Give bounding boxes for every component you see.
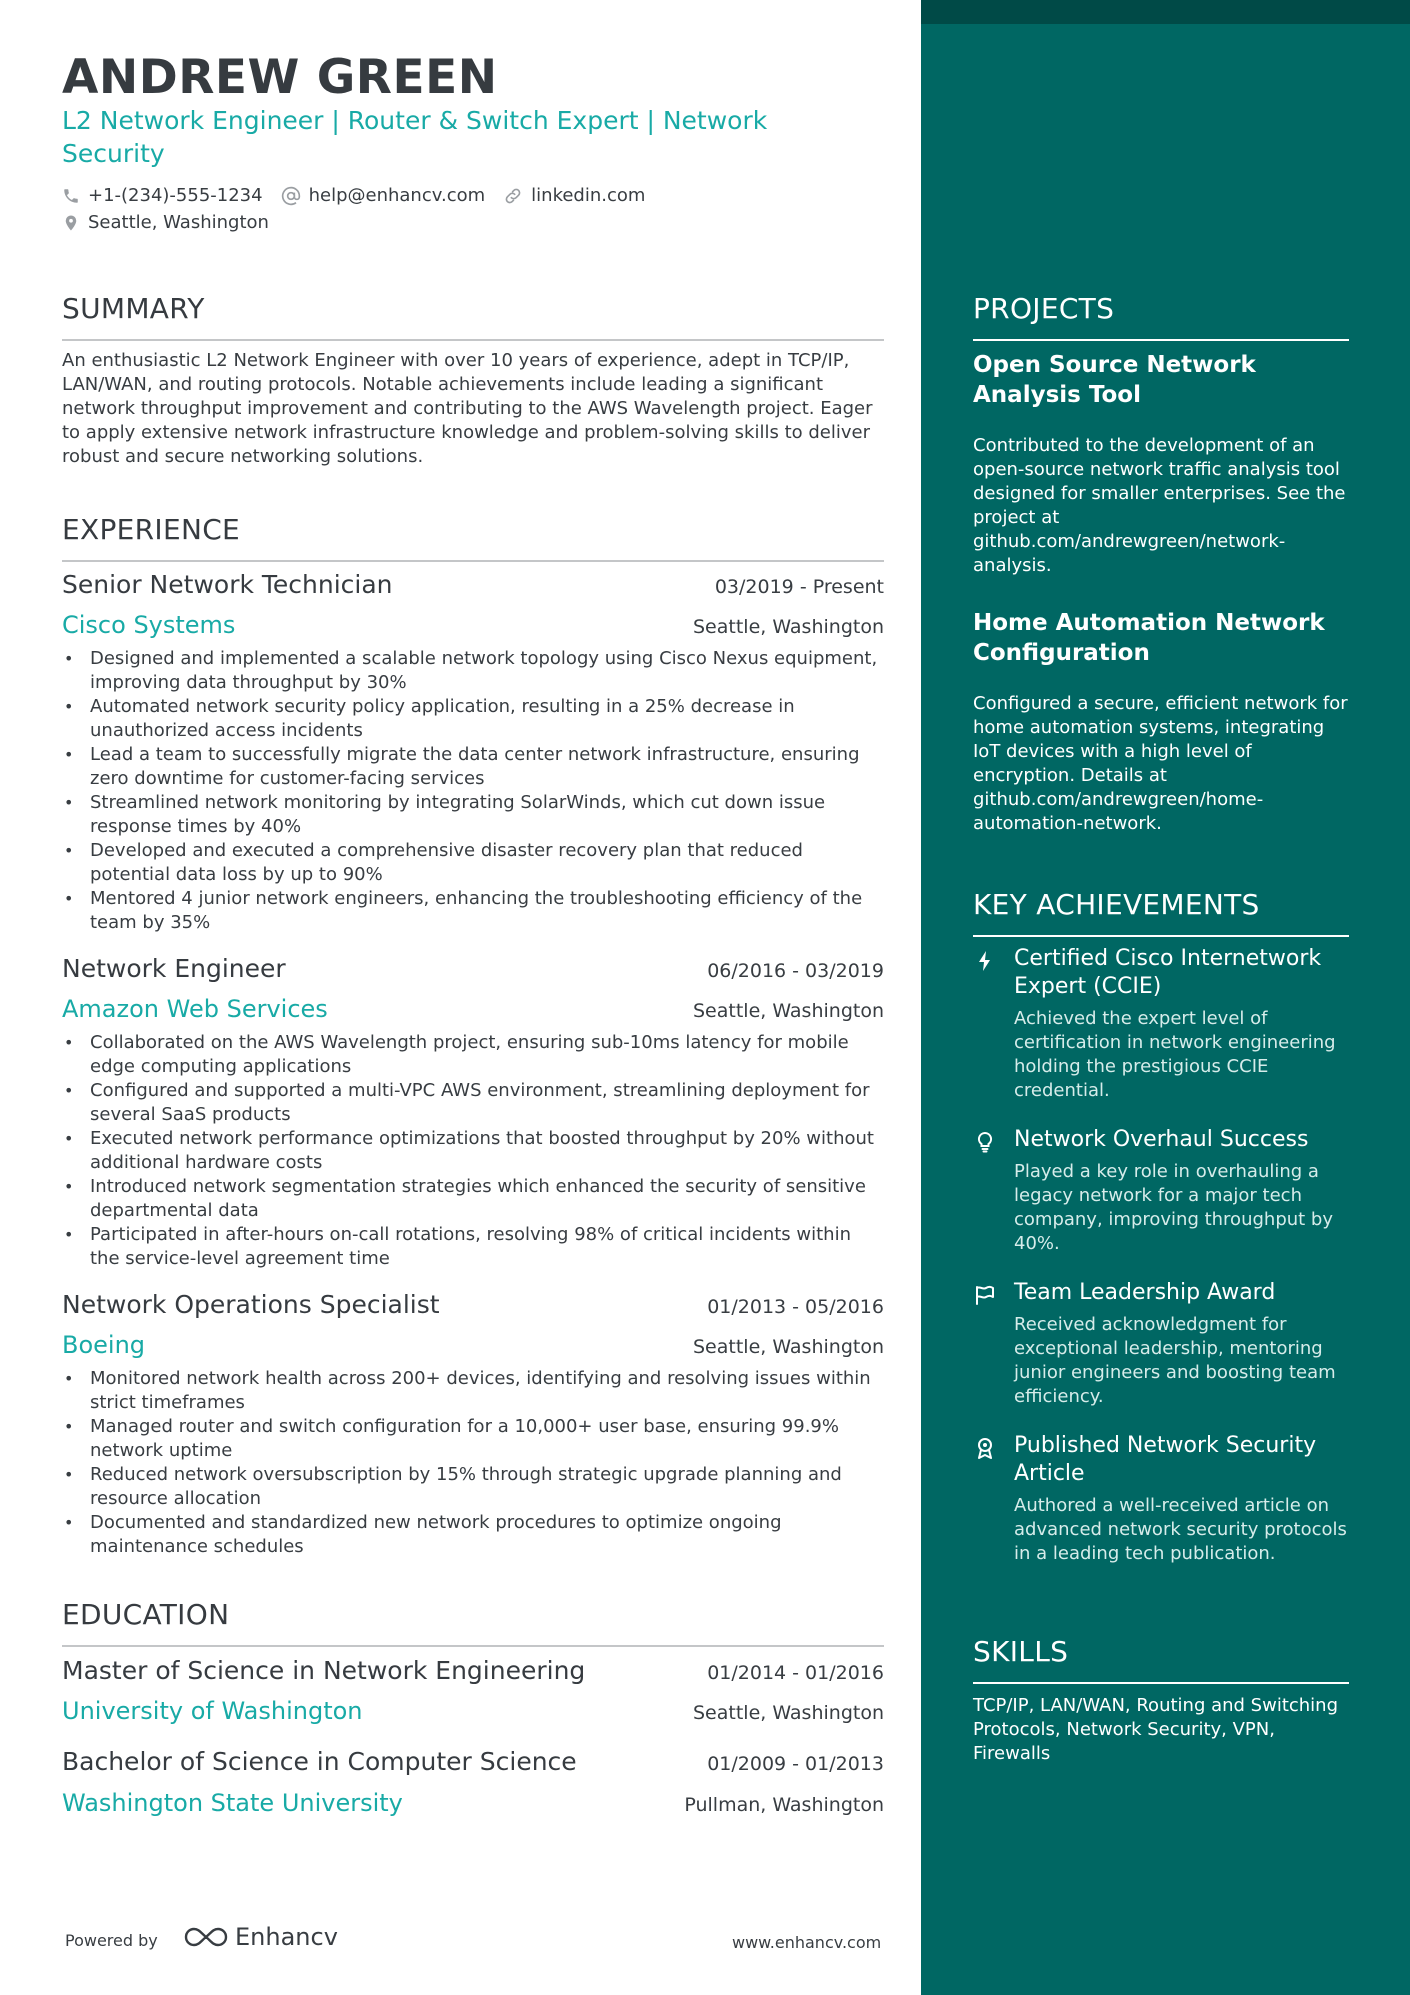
- phone-icon: [62, 187, 80, 205]
- summary-heading: SUMMARY: [62, 292, 884, 341]
- job-2-header: [62, 954, 884, 983]
- job-role: Senior Network Technician: [62, 570, 393, 599]
- lightning-icon: [973, 949, 997, 973]
- skills-text: TCP/IP, LAN/WAN, Routing and Switching Protocols, Network Security, VPN, Firewalls: [973, 1695, 1339, 1764]
- achievement-description: Played a key role in overhauling a legacy network for a major tech company, improving throughput by 40%.: [1014, 1161, 1334, 1254]
- achievement-title: Network Overhaul Success: [1014, 1127, 1309, 1152]
- education-school: Washington State University: [62, 1789, 403, 1817]
- candidate-headline: L2 Network Engineer | Router & Switch Expert | Network Security: [62, 106, 768, 168]
- projects-heading: PROJECTS: [973, 292, 1349, 341]
- achievement-item: [973, 945, 1349, 1103]
- job-location: Seattle, Washington: [693, 616, 884, 638]
- education-degree: Bachelor of Science in Computer Science: [62, 1747, 577, 1776]
- list-item: • Reduced network oversubscription by 15% through strategic upgrade planning and resource allocation: [62, 1463, 884, 1511]
- achievements-heading: KEY ACHIEVEMENTS: [973, 888, 1349, 937]
- education-degree: Master of Science in Network Engineering: [62, 1656, 586, 1685]
- list-item: • Monitored network health across 200+ devices, identifying and resolving issues within strict timeframes: [62, 1367, 884, 1415]
- candidate-name: ANDREW GREEN: [62, 50, 498, 105]
- location-text: Seattle, Washington: [88, 212, 269, 233]
- list-item: • Collaborated on the AWS Wavelength project, ensuring sub-10ms latency for mobile edge computing applications: [62, 1031, 884, 1079]
- job-role: Network Engineer: [62, 954, 286, 983]
- education-dates: 01/2014 - 01/2016: [707, 1662, 884, 1684]
- education-location: Seattle, Washington: [693, 1702, 884, 1724]
- footer-brand-logo[interactable]: [183, 1923, 338, 1951]
- list-item: • Configured and supported a multi-VPC AWS environment, streamlining deployment for several SaaS products: [62, 1079, 884, 1127]
- contact-row: [62, 185, 663, 206]
- job-1-bullets: [62, 647, 884, 935]
- list-item: • Lead a team to successfully migrate the data center network infrastructure, ensuring zero downtime for customer-facing services: [62, 743, 884, 791]
- email-link[interactable]: help@enhancv.com: [308, 185, 486, 206]
- achievement-description: Received acknowledgment for exceptional leadership, mentoring junior engineers and boosting team efficiency.: [1014, 1314, 1336, 1407]
- job-company: Cisco Systems: [62, 611, 236, 639]
- achievement-item: [973, 1432, 1349, 1566]
- contact-phone: [62, 185, 263, 206]
- education-2-header: [62, 1747, 884, 1776]
- education-2-school-row: [62, 1789, 884, 1817]
- education-1-header: [62, 1656, 884, 1685]
- footer-brand-name: Enhancv: [235, 1923, 338, 1951]
- job-3-header: [62, 1290, 884, 1319]
- job-3-bullets: [62, 1367, 884, 1559]
- education-heading: EDUCATION: [62, 1598, 884, 1647]
- contact-row-location: [62, 212, 287, 233]
- link-icon: [503, 186, 523, 206]
- list-item: • Mentored 4 junior network engineers, enhancing the troubleshooting efficiency of the team by 35%: [62, 887, 884, 935]
- achievement-title: Published Network Security Article: [1014, 1433, 1317, 1486]
- project-title: Open Source Network Analysis Tool: [973, 352, 1256, 408]
- job-2-bullets: [62, 1031, 884, 1271]
- experience-heading: EXPERIENCE: [62, 513, 884, 562]
- list-item: • Participated in after-hours on-call rotations, resolving 98% of critical incidents within the service-level agreement time: [62, 1223, 884, 1271]
- contact-email[interactable]: [281, 185, 486, 206]
- location-pin-icon: [62, 213, 80, 233]
- footer-url-link[interactable]: www.enhancv.com: [732, 1933, 882, 1952]
- skills-heading: SKILLS: [973, 1635, 1349, 1684]
- at-icon: [281, 186, 301, 206]
- achievement-title: Team Leadership Award: [1014, 1280, 1276, 1305]
- list-item: • Executed network performance optimizations that boosted throughput by 20% without additional hardware costs: [62, 1127, 884, 1175]
- job-3-company-row: [62, 1331, 884, 1359]
- linkedin-link[interactable]: linkedin.com: [531, 185, 646, 206]
- flag-icon: [973, 1283, 997, 1307]
- list-item: • Streamlined network monitoring by integrating SolarWinds, which cut down issue response times by 40%: [62, 791, 884, 839]
- list-item: • Automated network security policy application, resulting in a 25% decrease in unauthorized access incidents: [62, 695, 884, 743]
- achievement-item: [973, 1126, 1349, 1256]
- list-item: • Introduced network segmentation strategies which enhanced the security of sensitive departmental data: [62, 1175, 884, 1223]
- contact-location: [62, 212, 269, 233]
- list-item: • Managed router and switch configuration for a 10,000+ user base, ensuring 99.9% network uptime: [62, 1415, 884, 1463]
- project-title: Home Automation Network Configuration: [973, 610, 1325, 666]
- contact-linkedin[interactable]: [503, 185, 645, 206]
- job-1-header: [62, 570, 884, 599]
- job-location: Seattle, Washington: [693, 1000, 884, 1022]
- education-school: University of Washington: [62, 1697, 363, 1725]
- project-description: Configured a secure, efficient network for home automation systems, integrating IoT devices with a high level of encryption. Details at github.com/andrewgreen/home-automation-network.: [973, 693, 1348, 834]
- phone-text: +1-(234)-555-1234: [88, 185, 263, 206]
- job-1-company-row: [62, 611, 884, 639]
- job-dates: 06/2016 - 03/2019: [707, 960, 884, 982]
- project-description: Contributed to the development of an open-source network traffic analysis tool designed for smaller enterprises. See the project at github.com/andrewgreen/network-analysis.: [973, 435, 1346, 576]
- achievement-item: [973, 1279, 1349, 1409]
- list-item: • Documented and standardized new network procedures to optimize ongoing maintenance schedules: [62, 1511, 884, 1559]
- list-item: • Developed and executed a comprehensive disaster recovery plan that reduced potential data loss by up to 90%: [62, 839, 884, 887]
- summary-text: An enthusiastic L2 Network Engineer with over 10 years of experience, adept in TCP/IP, LAN/WAN, and routing protocols. Notable achievements include leading a significant network throughput improvement and contributing to the AWS Wavelength project. Eager to apply extensive network infrastructure knowledge and problem-solving skills to deliver robust and secure networking solutions.: [62, 350, 873, 467]
- sidebar-top-band: [921, 0, 1410, 24]
- achievement-description: Authored a well-received article on advanced network security protocols in a leading tech publication.: [1014, 1495, 1347, 1564]
- education-location: Pullman, Washington: [684, 1794, 884, 1816]
- education-dates: 01/2009 - 01/2013: [707, 1753, 884, 1775]
- education-1-school-row: [62, 1697, 884, 1725]
- achievement-title: Certified Cisco Internetwork Expert (CCIE): [1014, 946, 1322, 999]
- enhancv-logo-icon: [183, 1925, 229, 1949]
- award-icon: [973, 1436, 997, 1460]
- list-item: • Designed and implemented a scalable network topology using Cisco Nexus equipment, improving data throughput by 30%: [62, 647, 884, 695]
- job-role: Network Operations Specialist: [62, 1290, 440, 1319]
- job-2-company-row: [62, 995, 884, 1023]
- job-dates: 01/2013 - 05/2016: [707, 1296, 884, 1318]
- job-company: Amazon Web Services: [62, 995, 328, 1023]
- footer-powered-by: Powered by: [65, 1931, 158, 1950]
- job-location: Seattle, Washington: [693, 1336, 884, 1358]
- lightbulb-icon: [973, 1130, 997, 1154]
- achievement-description: Achieved the expert level of certification in network engineering holding the prestigious CCIE credential.: [1014, 1008, 1336, 1101]
- job-dates: 03/2019 - Present: [714, 576, 884, 598]
- job-company: Boeing: [62, 1331, 146, 1359]
